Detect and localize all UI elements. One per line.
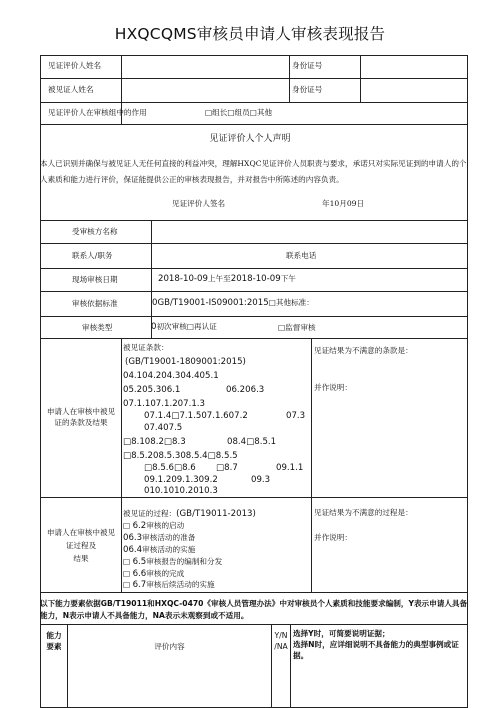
clauses-label-line: 申请人在审核中被见 (46, 407, 116, 416)
basis-label: 审核依据标准 (72, 299, 118, 308)
clause-line[interactable]: □8.108.2□8.3 (123, 437, 186, 447)
grid-line (121, 338, 122, 592)
clauses-standard: (GB/T19001-1809001:2015) (125, 357, 246, 367)
basis-other[interactable]: □其他标准： (268, 298, 314, 307)
clause-line[interactable]: □8.5.208.5.308.5.4□8.5.5 (123, 451, 238, 461)
signature-label: 见证评价人签名 (172, 199, 226, 208)
process-item[interactable]: □ 6.2审核的启动 (123, 521, 185, 531)
grid-line (311, 338, 312, 592)
page-title: HXQCQMS审核员申请人审核表现报告 (114, 25, 386, 43)
declaration-date: 年10月09日 (322, 199, 365, 208)
declaration-text: 本人已识别并确保与被见证人无任何直接的利益冲突，理解HXQC见证评价人员职责与要求，承诺只对实际见证到的申请人的个人素质和能力进行评价，保证能提供公正的审核表现报告，并对报告中所陈述的内容负责。 (40, 159, 467, 184)
witness-name-label: 见证评价人姓名 (48, 61, 102, 70)
process-label-line: 证过程及 (65, 541, 97, 550)
clause-line[interactable]: 07.1.4□7.1.507.1.607.2 (144, 411, 248, 421)
role-label: 见证评价人在审核组中的作用 (48, 108, 147, 117)
process-label-line: 申请人在审核中被见 (46, 528, 116, 537)
process-label (43, 526, 119, 565)
grid-line (40, 338, 468, 339)
basis-standard: 0GB/T19001-IS09001:2015 (152, 298, 269, 308)
process-item[interactable]: □ 6.6审核的完成 (123, 569, 185, 579)
basis-value (152, 298, 314, 308)
competence-evidence-header: 选择Y时，可简要说明证据； 选择N时，应详细说明不具备能力的典型事例或证 据。 (293, 629, 459, 660)
clauses-explanation-label: 并作说明： (314, 383, 352, 392)
onsite-end: 2018-10-09 (230, 274, 281, 284)
clause-line[interactable]: 06.206.3 (226, 385, 265, 395)
process-witnessed (123, 509, 256, 519)
competence-element-header: 能力 要素 (46, 631, 62, 651)
audit-type-initial[interactable]: 初次审核□再认证 (156, 322, 217, 331)
role-options[interactable]: □组长□组员□其他 (205, 108, 273, 117)
process-item[interactable]: □ 6.5审核报告的编制和分发 (123, 557, 223, 567)
audit-type-options (151, 322, 217, 332)
clause-line[interactable]: 08.4□8.5.1 (227, 437, 277, 447)
competence-content-header: 评价内容 (154, 642, 185, 651)
grid-line (40, 124, 468, 125)
grid-line (40, 592, 468, 593)
onsite-pm: 下午 (280, 274, 296, 283)
clause-line[interactable]: 07.3 (286, 411, 306, 421)
onsite-dates (158, 274, 296, 284)
auditee-label: 受审核方名称 (72, 227, 118, 236)
phone-label: 联系电话 (286, 251, 317, 260)
process-item[interactable]: 06.4审核活动的实施 (123, 545, 196, 555)
process-item[interactable]: □ 6.7审核后续活动的实施 (123, 580, 215, 590)
clauses-dissatisfied-label: 见证结果为不满意的条款是： (314, 346, 413, 355)
process-item[interactable]: 06.3审核活动的准备 (123, 533, 196, 543)
grid-line (40, 316, 468, 317)
process-label-line: 结果 (73, 554, 89, 563)
grid-line (40, 624, 468, 625)
clause-line[interactable]: 07.407.5 (144, 423, 183, 433)
clause-line[interactable]: □8.5.6□8.6 (144, 463, 196, 473)
grid-line (40, 102, 468, 103)
grid-line (290, 624, 291, 707)
process-dissatisfied-label: 见证结果为不满意的过程是： (314, 508, 413, 517)
grid-line (289, 55, 290, 102)
clause-line[interactable]: □8.7 (216, 463, 238, 473)
grid-line (40, 497, 468, 498)
id-number-field[interactable] (361, 56, 466, 77)
clause-line[interactable]: 09.1.1 (276, 463, 304, 473)
clauses-label-line: 证的条款及结果 (54, 418, 108, 427)
process-explanation-label: 并作说明： (314, 533, 352, 542)
competence-note: 以下能力要素依据GB/T19011和HXQC-0470《审核人员管理办法》中对审核员个人素质和技能要求编制，Y表示申请人具备能力，N表示申请人不具备能力，NA表示未观察到或不适用。 (40, 599, 468, 620)
auditee-field[interactable] (152, 221, 466, 242)
clauses-label (43, 406, 119, 428)
clause-line[interactable]: 09.1.209.1.309.2 (144, 475, 218, 485)
clause-line[interactable]: 04.104.204.304.405.1 (123, 371, 219, 381)
id-number-field[interactable] (361, 79, 466, 101)
contact-label: 联系人/职务 (72, 251, 113, 260)
grid-line (40, 268, 468, 269)
declaration-heading: 见证评价人个人声明 (209, 134, 291, 144)
audit-type-surveillance[interactable]: □监督审核 (278, 323, 316, 332)
grid-line (40, 291, 468, 292)
audit-type-label: 审核类型 (82, 323, 113, 332)
witness-name-field[interactable] (122, 56, 288, 77)
grid-line (40, 243, 468, 244)
id-number-label: 身份证号 (292, 61, 323, 70)
onsite-date-label: 现场审核日期 (72, 275, 118, 284)
id-number-label: 身份证号 (292, 85, 323, 94)
audit-type-mark[interactable]: 0 (151, 322, 157, 332)
onsite-am: 上午至 (207, 274, 231, 283)
clause-line[interactable]: 09.3 (251, 475, 271, 485)
clause-line[interactable]: 07.1.107.1.207.1.3 (123, 399, 206, 409)
clause-line[interactable]: 05.205.306.1 (123, 385, 181, 395)
grid-line (67, 624, 68, 707)
clause-line[interactable]: 010.1010.2010.3 (144, 486, 218, 496)
witnessed-name-field[interactable] (122, 79, 288, 101)
onsite-start: 2018-10-09 (158, 274, 208, 284)
competence-yn-header: Y/N /NA (274, 631, 288, 651)
clauses-witnessed-label: 被见证条款： (123, 343, 169, 352)
process-standard: (GB/T19011-2013) (176, 509, 256, 519)
witnessed-name-label: 被见证人姓名 (48, 85, 94, 94)
process-witnessed-label: 被见证的过程： (123, 509, 177, 518)
